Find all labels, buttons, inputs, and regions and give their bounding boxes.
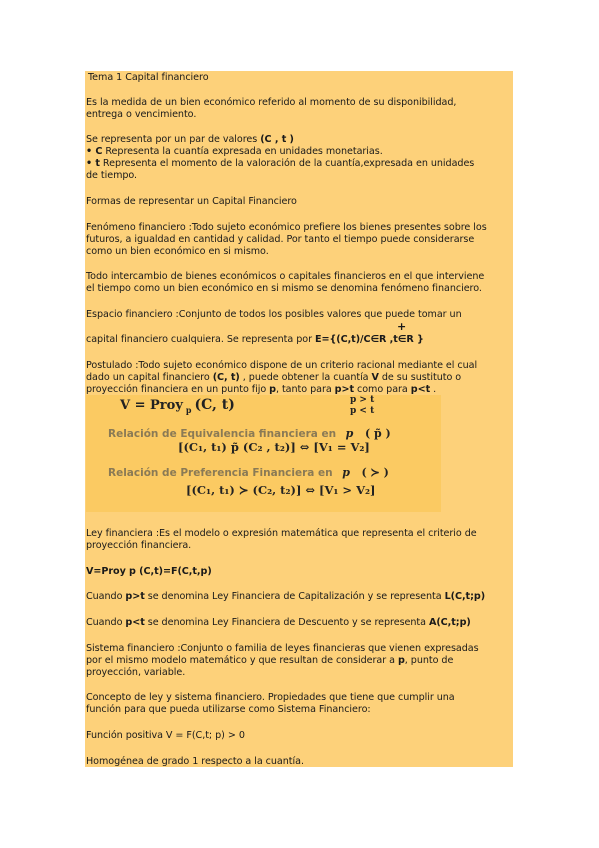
bullet-t: • t Representa el momento de la valoración de la cuantía,expresada en unidades bbox=[86, 158, 475, 169]
p-lt-t: p < t bbox=[350, 406, 375, 416]
equation-figure bbox=[86, 395, 441, 512]
ley-line-2: proyección financiera. bbox=[86, 540, 192, 551]
equivalencia-formula: [(C₁, t₁) p̃ (C₂ , t₂)] ⇔ [V₁ = V₂] bbox=[178, 440, 370, 454]
page-title: Tema 1 Capital financiero bbox=[88, 72, 209, 83]
ley-formula: V=Proy p (C,t)=F(C,t,p) bbox=[86, 566, 212, 577]
intercambio-line-2: el tiempo como un bien económico en si mismo se denomina fenómeno financiero. bbox=[86, 283, 482, 294]
preferencia-label: Relación de Preferencia Financiera en p ( ≻ ) bbox=[108, 466, 389, 479]
espacio-line-2: capital financiero cualquiera. Se representa por E={(C,t)/C∈R ,t∈R } bbox=[86, 334, 424, 345]
concepto-line-1: Concepto de ley y sistema financiero. Propiedades que tiene que cumplir una bbox=[86, 692, 455, 703]
fenomeno-line-1: Fenómeno financiero :Todo sujeto económico prefiere los bienes presentes sobre los bbox=[86, 222, 487, 233]
postulado-line-3: proyección financiera en un punto fijo p, tanto para p>t como para p<t . bbox=[86, 384, 437, 395]
fenomeno-line-2: futuros, a igualdad en cantidad y calidad. Por tanto el tiempo puede considerarse bbox=[86, 234, 475, 245]
funcion-positiva: Función positiva V = F(C,t; p) > 0 bbox=[86, 730, 245, 741]
sistema-line-2: por el mismo modelo matemático y que resultan de considerar a p, punto de bbox=[86, 655, 454, 666]
descuento-line: Cuando p<t se denomina Ley Financiera de Descuento y se representa A(C,t;p) bbox=[86, 617, 471, 628]
sistema-line-1: Sistema financiero :Conjunto o familia de leyes financieras que vienen expresadas bbox=[86, 643, 479, 654]
representation-intro: Se representa por un par de valores (C , t ) bbox=[86, 134, 294, 145]
plus-superscript: + bbox=[397, 320, 407, 333]
homogenea: Homogénea de grado 1 respecto a la cuantía. bbox=[86, 756, 304, 767]
postulado-line-1: Postulado :Todo sujeto económico dispone de un criterio racional mediante el cual bbox=[86, 360, 478, 371]
intercambio-line-1: Todo intercambio de bienes económicos o capitales financieros en el que interviene bbox=[86, 271, 485, 282]
ley-line-1: Ley financiera :Es el modelo o expresión matemática que representa el criterio de bbox=[86, 528, 477, 539]
proyeccion-formula: V = Proy $_p$ (C, t) bbox=[120, 397, 235, 415]
definition-line-1: Es la medida de un bien económico referido al momento de su disponibilidad, bbox=[86, 97, 457, 108]
preferencia-formula: [(C₁, t₁) ≻ (C₂, t₂)] ⇔ [V₁ > V₂] bbox=[186, 483, 376, 497]
capitalizacion-line: Cuando p>t se denomina Ley Financiera de Capitalización y se representa L(C,t;p) bbox=[86, 591, 486, 602]
fenomeno-line-3: como un bien económico en si mismo. bbox=[86, 246, 269, 257]
postulado-line-2: dado un capital financiero (C, t) , puede obtener la cuantía V de su sustituto o bbox=[86, 372, 462, 383]
forms-heading: Formas de representar un Capital Financiero bbox=[86, 196, 297, 207]
concepto-line-2: función para que pueda utilizarse como Sistema Financiero: bbox=[86, 704, 371, 715]
sistema-line-3: proyección, variable. bbox=[86, 667, 186, 678]
equivalencia-label: Relación de Equivalencia financiera en p ( p̃ ) bbox=[108, 427, 391, 440]
bullet-c: • C Representa la cuantía expresada en unidades monetarias. bbox=[86, 146, 383, 157]
definition-line-2: entrega o vencimiento. bbox=[86, 109, 197, 120]
p-gt-t: p > t bbox=[350, 395, 375, 405]
bullet-t-cont: de tiempo. bbox=[86, 170, 138, 181]
espacio-line-1: Espacio financiero :Conjunto de todos los posibles valores que puede tomar un bbox=[86, 309, 462, 320]
